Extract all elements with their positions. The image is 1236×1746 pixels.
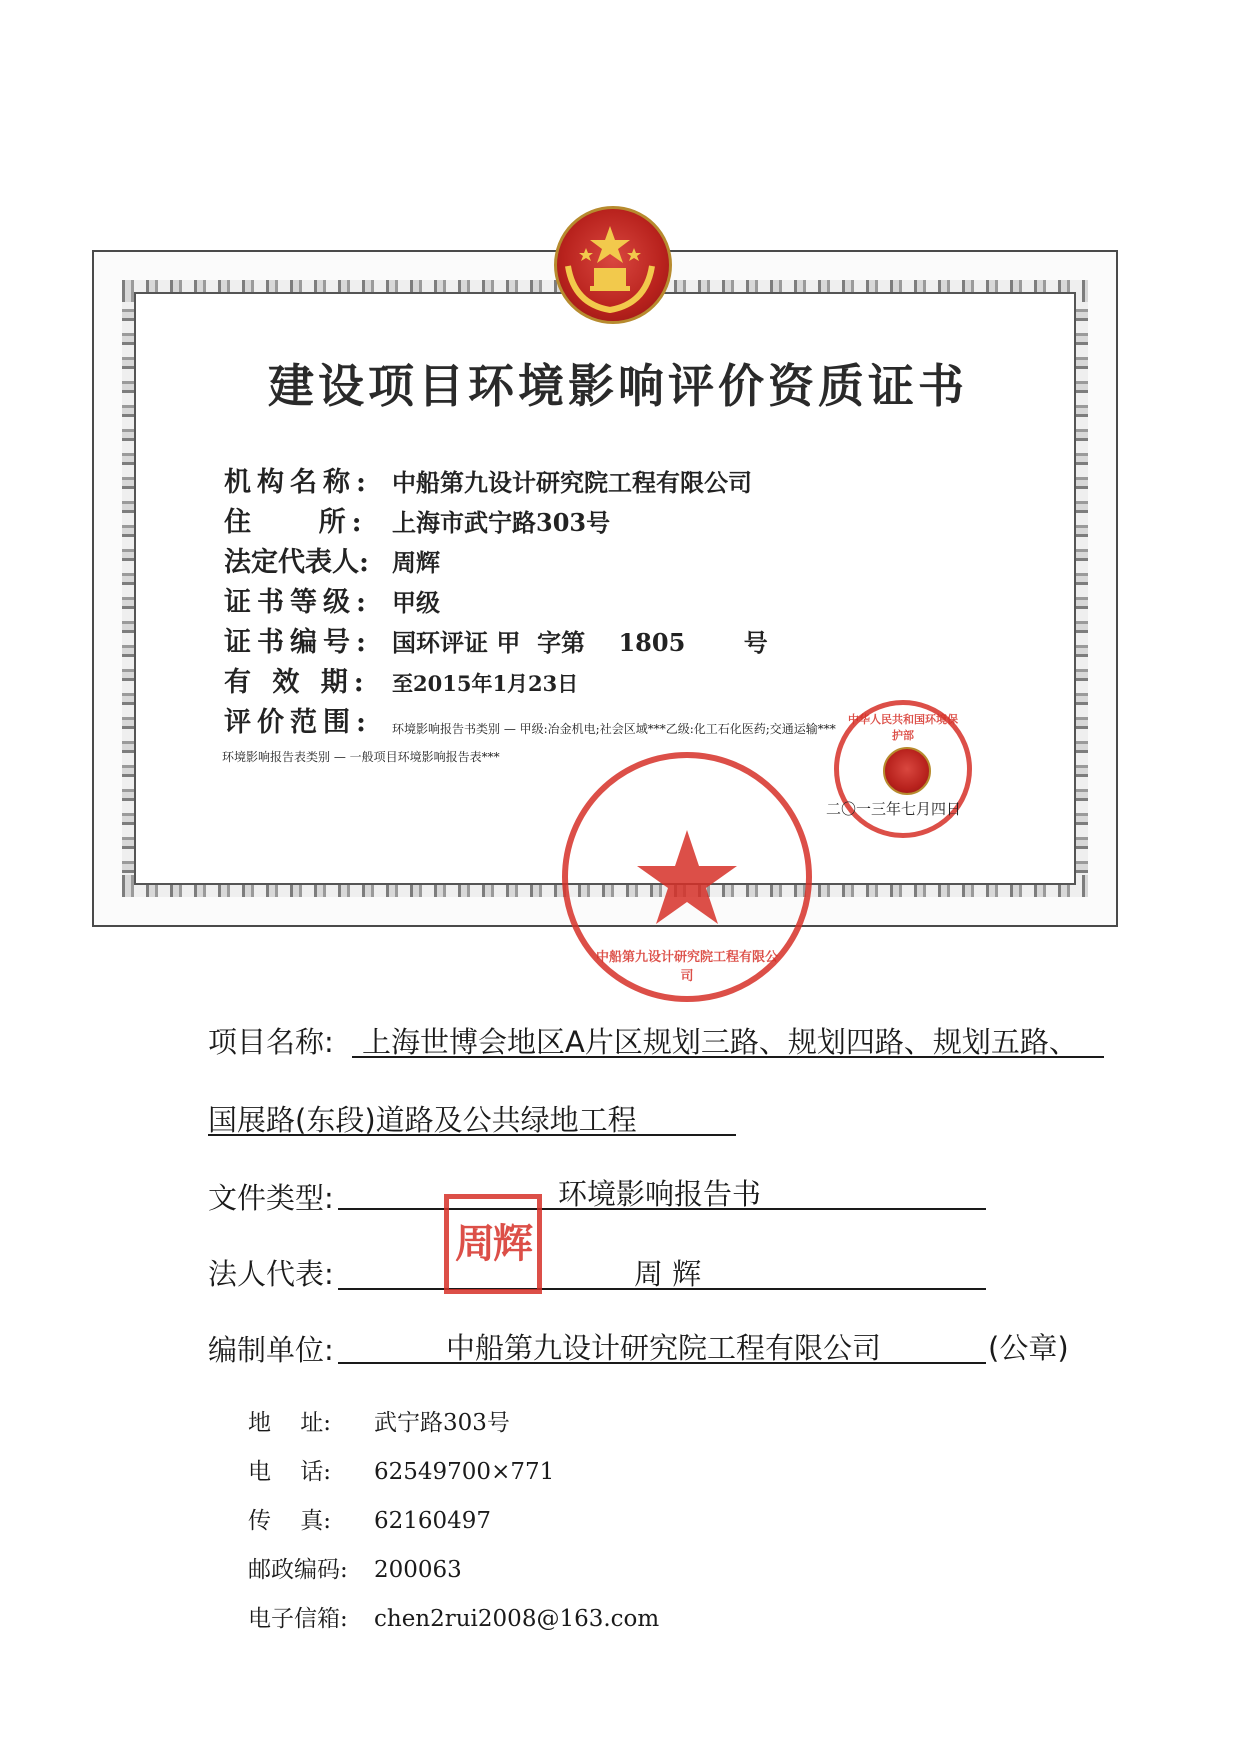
contact-value: 62549700×771: [374, 1459, 555, 1485]
org-value: 中船第九设计研究院工程有限公司: [446, 1331, 882, 1365]
contact-value: 200063: [374, 1557, 462, 1583]
cert-label: 法定代表人:: [224, 547, 369, 578]
doc-type-value: 环境影响报告书: [558, 1177, 762, 1211]
cert-value: 甲级: [392, 588, 440, 617]
cert-label: 有 效 期:: [224, 667, 370, 698]
cert-row-grade: [224, 580, 440, 619]
doc-type-underline: [338, 1208, 986, 1210]
org-underline: [338, 1362, 986, 1364]
cert-label: 机构名称:: [224, 467, 372, 498]
project-underline-2: [208, 1134, 736, 1136]
contact-phone: [248, 1453, 554, 1486]
cert-label: 证书编号:: [224, 627, 372, 658]
contact-key: 传 真:: [248, 1508, 331, 1534]
company-seal-text: 中船第九设计研究院工程有限公司: [595, 950, 778, 984]
national-emblem-icon: [554, 206, 672, 324]
scope-line-2: 环境影响报告表类别 — 一般项目环境影响报告表***: [222, 750, 500, 764]
project-label: 项目名称:: [208, 1025, 334, 1059]
contact-value: 62160497: [374, 1508, 492, 1534]
cert-value: 上海市武宁路303号: [392, 508, 611, 537]
seal-emblem-icon: [883, 747, 931, 795]
scope-line-1: 环境影响报告书类别 — 甲级:冶金机电;社会区域***乙级:化工石化医药;交通运输***: [392, 722, 836, 736]
legal-rep-stamp: 周辉: [444, 1194, 542, 1294]
cert-label: 评价范围:: [224, 707, 372, 738]
cert-value: 国环评证 甲 字第 1805 号: [392, 628, 768, 657]
legal-rep-underline: [338, 1288, 986, 1290]
legal-rep-value: 周 辉: [634, 1257, 702, 1291]
contact-email: [248, 1600, 659, 1633]
contact-postcode: [248, 1551, 462, 1584]
cert-value: 周辉: [392, 548, 440, 577]
contact-fax: [248, 1502, 491, 1535]
cert-value: 至2015年1月23日: [392, 671, 579, 696]
legal-rep-label-text: 法人代表:: [208, 1257, 334, 1291]
company-seal: [562, 752, 812, 1002]
certificate-title: 建设项目环境影响评价资质证书: [268, 359, 968, 413]
cert-row-org: [224, 460, 752, 499]
contact-key: 电子信箱:: [248, 1606, 348, 1632]
cert-row-number: [224, 620, 768, 659]
contact-key: 地 址:: [248, 1410, 331, 1436]
cert-value: 中船第九设计研究院工程有限公司: [392, 468, 752, 497]
cert-label: 证书等级:: [224, 587, 372, 618]
cert-row-address: [224, 500, 610, 539]
cert-label: 住 所:: [224, 507, 368, 538]
cert-row-legal-rep: [224, 540, 440, 579]
contact-value: 武宁路303号: [374, 1410, 510, 1436]
project-value-line1: 上海世博会地区A片区规划三路、规划四路、规划五路、: [362, 1025, 1078, 1059]
ministry-seal-text: 中华人民共和国环境保护部: [848, 713, 958, 742]
cert-row-scope: [224, 700, 392, 739]
cert-row-validity: [224, 660, 578, 699]
doc-type-label: 文件类型:: [208, 1181, 334, 1215]
contact-value: chen2rui2008@163.com: [374, 1606, 660, 1632]
issue-date: 二〇一三年七月四日: [826, 800, 962, 818]
contact-address: [248, 1404, 510, 1437]
contact-key: 电 话:: [248, 1459, 331, 1485]
org-suffix: (公章): [988, 1331, 1069, 1365]
project-underline-1: [352, 1056, 1104, 1058]
org-label: 编制单位:: [208, 1333, 334, 1367]
contact-key: 邮政编码:: [248, 1557, 348, 1583]
project-value-line2: 国展路(东段)道路及公共绿地工程: [208, 1103, 637, 1137]
